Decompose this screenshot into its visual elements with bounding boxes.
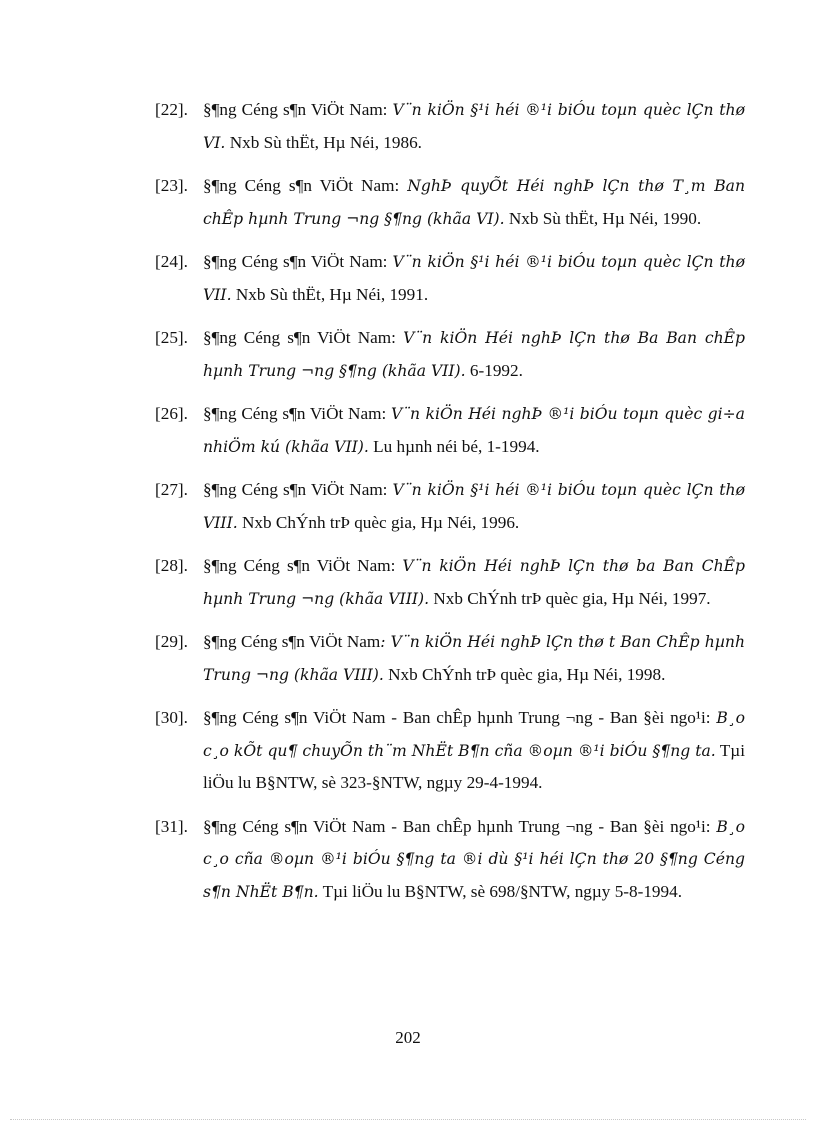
reference-author: §¶ng Céng s¶n ViÖt Nam: xyxy=(203,252,393,271)
reference-title: NghÞ quyÕt Héi nghÞ lÇn thø T¸m Ban chÊp hµnh Trung ¬ng §¶ng (khãa VI). xyxy=(203,177,746,228)
reference-author: §¶ng Céng s¶n ViÖt Nam: xyxy=(203,480,393,499)
reference-item xyxy=(155,94,745,159)
reference-publisher: 6-1992. xyxy=(465,360,523,380)
reference-item xyxy=(155,550,745,615)
reference-number: [25]. xyxy=(155,328,188,347)
reference-author: §¶ng Céng s¶n ViÖt Nam: xyxy=(203,328,404,347)
reference-item xyxy=(155,811,745,909)
reference-item xyxy=(155,702,745,800)
reference-list xyxy=(155,94,745,919)
reference-number: [31]. xyxy=(155,816,188,836)
reference-title: V¨n kiÖn Héi nghÞ lÇn thø Ba Ban chÊp hµnh Trung ¬ng §¶ng (khãa VII). xyxy=(203,329,745,380)
reference-author: §¶ng Céng s¶n ViÖt Nam - Ban chÊp hµnh Trung ¬ng - Ban §èi ngo¹i: xyxy=(203,708,717,727)
reference-number: [22]. xyxy=(155,100,188,119)
reference-author: §¶ng Céng s¶n ViÖt Nam: xyxy=(203,100,393,119)
reference-item xyxy=(155,626,745,691)
reference-number: [24]. xyxy=(155,252,188,271)
reference-author: §¶ng Céng s¶n ViÖt Nam xyxy=(203,632,381,651)
reference-title: V¨n kiÖn Héi nghÞ ®¹i biÓu toµn quèc gi÷a nhiÖm kú (khãa VII). xyxy=(203,405,745,456)
reference-publisher: Nxb ChÝnh trÞ quèc gia, Hµ Néi, 1998. xyxy=(383,664,666,684)
reference-publisher: Nxb ChÝnh trÞ quèc gia, Hµ Néi, 1996. xyxy=(237,512,520,532)
reference-publisher: Nxb Sù thËt, Hµ Néi, 1990. xyxy=(504,208,702,228)
reference-number: [26]. xyxy=(155,404,188,423)
reference-publisher: Tµi liÖu lu B§NTW, sè 698/§NTW, ngµy 5-8-1994. xyxy=(318,881,682,901)
reference-publisher: Nxb Sù thËt, Hµ Néi, 1986. xyxy=(225,132,422,152)
reference-author: §¶ng Céng s¶n ViÖt Nam - Ban chÊp hµnh Trung ¬ng - Ban §èi ngo¹i: xyxy=(203,816,717,836)
reference-author: §¶ng Céng s¶n ViÖt Nam: xyxy=(203,404,391,423)
reference-publisher: Nxb Sù thËt, Hµ Néi, 1991. xyxy=(231,284,429,304)
reference-number: [28]. xyxy=(155,556,188,575)
reference-publisher: Lu hµnh néi bé, 1-1994. xyxy=(368,436,540,456)
reference-publisher: Tµi liÖu lu B§NTW, sè 323-§NTW, ngµy 29-4-1994. xyxy=(203,740,745,792)
reference-number: [29]. xyxy=(155,632,188,651)
reference-title: B¸o c¸o cña ®oµn ®¹i biÓu §¶ng ta ®i dù §¹i héi lÇn thø 20 §¶ng Céng s¶n NhËt B¶n. xyxy=(203,817,745,901)
reference-title: : V¨n kiÖn Héi nghÞ lÇn thø t Ban ChÊp hµnh Trung ¬ng (khãa VIII). xyxy=(203,633,745,684)
reference-title: V¨n kiÖn §¹i héi ®¹i biÓu toµn quèc lÇn thø VIII. xyxy=(203,481,745,532)
reference-title: V¨n kiÖn §¹i héi ®¹i biÓu toµn quèc lÇn thø VI. xyxy=(203,101,745,152)
page-bottom-divider xyxy=(10,1119,806,1120)
reference-title: B¸o c¸o kÕt qu¶ chuyÕn th¨m NhËt B¶n cña ®oµn ®¹i biÓu §¶ng ta. xyxy=(203,709,745,760)
reference-item xyxy=(155,398,745,463)
reference-author: §¶ng Céng s¶n ViÖt Nam: xyxy=(203,556,403,575)
reference-item xyxy=(155,170,745,235)
reference-item xyxy=(155,474,745,539)
reference-item xyxy=(155,246,745,311)
reference-title: V¨n kiÖn Héi nghÞ lÇn thø ba Ban ChÊp hµnh Trung ¬ng (khãa VIII). xyxy=(203,557,745,608)
reference-item xyxy=(155,322,745,387)
reference-number: [27]. xyxy=(155,480,188,499)
reference-publisher: Nxb ChÝnh trÞ quèc gia, Hµ Néi, 1997. xyxy=(429,588,711,608)
reference-number: [30]. xyxy=(155,708,188,727)
reference-title: V¨n kiÖn §¹i héi ®¹i biÓu toµn quèc lÇn thø VII. xyxy=(203,253,745,304)
page-number: 202 xyxy=(395,1028,421,1047)
reference-number: [23]. xyxy=(155,176,188,195)
reference-author: §¶ng Céng s¶n ViÖt Nam: xyxy=(203,176,408,195)
